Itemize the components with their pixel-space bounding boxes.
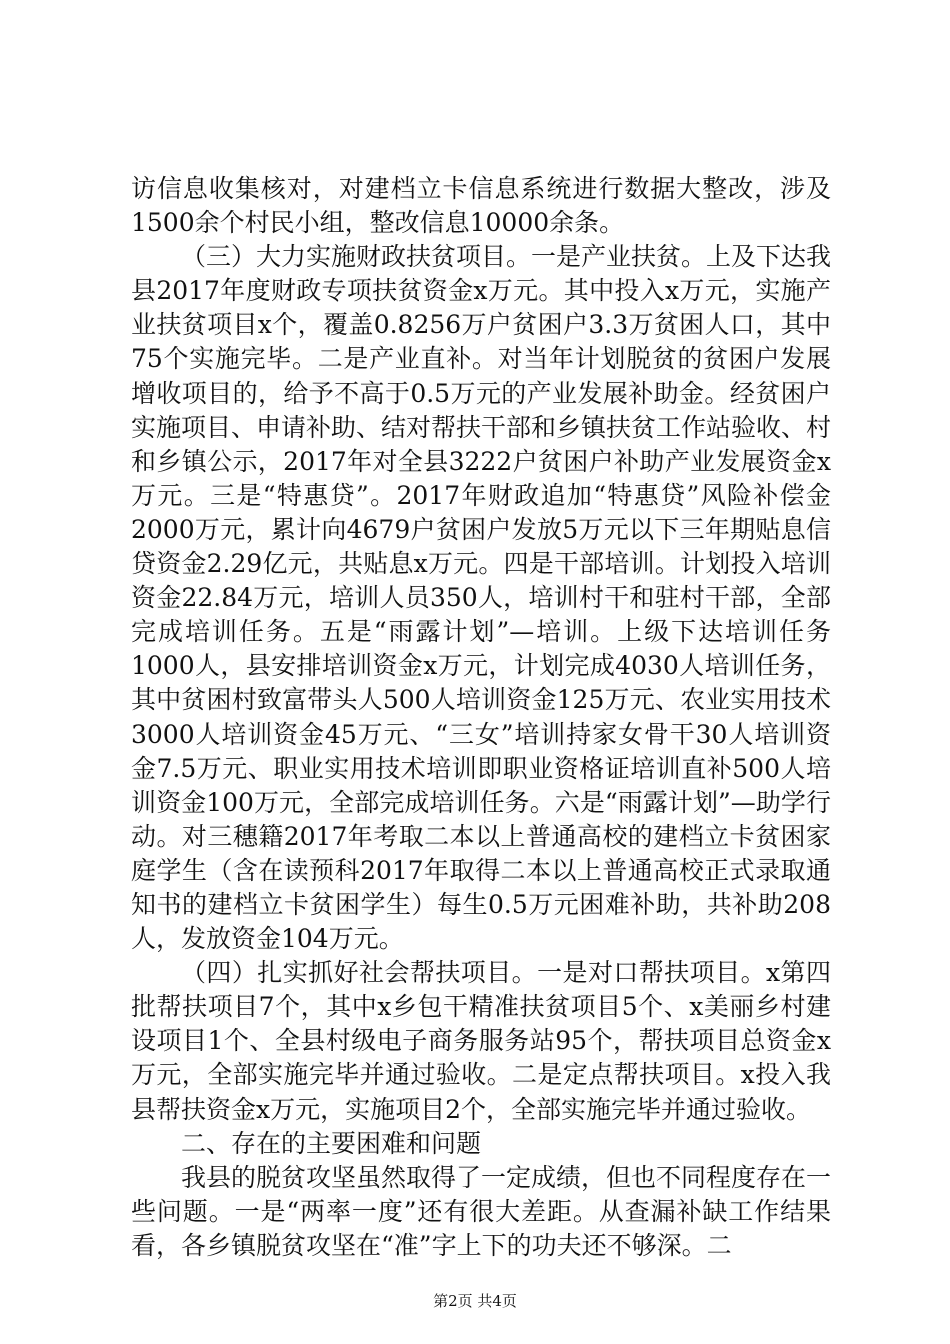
page-number-footer: 第2页 共4页 xyxy=(433,1292,517,1310)
paragraph-continuation: 访信息收集核对，对建档立卡信息系统进行数据大整改，涉及1500余个村民小组，整改信息10000余条。 xyxy=(131,174,831,238)
paragraph-problems: 我县的脱贫攻坚虽然取得了一定成绩，但也不同程度存在一些问题。一是“两率一度”还有很大差距。从查漏补缺工作结果看，各乡镇脱贫攻坚在“准”字上下的功夫还不够深。二 xyxy=(131,1162,832,1260)
paragraph-fiscal-projects: （三）大力实施财政扶贫项目。一是产业扶贫。上及下达我县2017年度财政专项扶贫资金x万元。其中投入x万元，实施产业扶贫项目x个，覆盖0.8256万户贫困户3.3万贫困人口，其中75个实施完毕。二是产业直补。对当年计划脱贫的贫困户发展增收项目的，给予不高于0.5万元的产业发展补助金。经贫困户实施项目、申请补助、结对帮扶干部和乡镇扶贫工作站验收、村和乡镇公示，2017年对全县3222户贫困户补助产业发展资金x万元。三是“特惠贷”。2017年财政追加“特惠贷”风险补偿金2000万元，累计向4679户贫困户发放5万元以下三年期贴息信贷资金2.29亿元，共贴息x万元。四是干部培训。计划投入培训资金22.84万元，培训人员350人，培训村干和驻村干部，全部完成培训任务。五是“雨露计划”—培训。上级下达培训任务1000人，县安排培训资金x万元，计划完成4030人培训任务，其中贫困村致富带头人500人培训资金125万元、农业实用技术3000人培训资金45万元、“三女”培训持家女骨干30人培训资金7.5万元、职业实用技术培训即职业资格证培训直补500人培训资金100万元，全部完成培训任务。六是“雨露计划”—助学行动。对三穗籍2017年考取二本以上普通高校的建档立卡贫困家庭学生（含在读预科2017年取得二本以上普通高校正式录取通知书的建档立卡贫困学生）每生0.5万元困难补助，共补助208人，发放资金104万元。 xyxy=(131,242,832,954)
paragraph-social-assistance: （四）扎实抓好社会帮扶项目。一是对口帮扶项目。x第四批帮扶项目7个，其中x乡包干精准扶贫项目5个、x美丽乡村建设项目1个、全县村级电子商务服务站95个，帮扶项目总资金x万元，全部实施完毕并通过验收。二是定点帮扶项目。x投入我县帮扶资金x万元，实施项目2个，全部实施完毕并通过验收。 xyxy=(131,958,831,1124)
section-heading-problems: 二、存在的主要困难和问题 xyxy=(181,1128,482,1158)
document-body xyxy=(131,172,831,1263)
